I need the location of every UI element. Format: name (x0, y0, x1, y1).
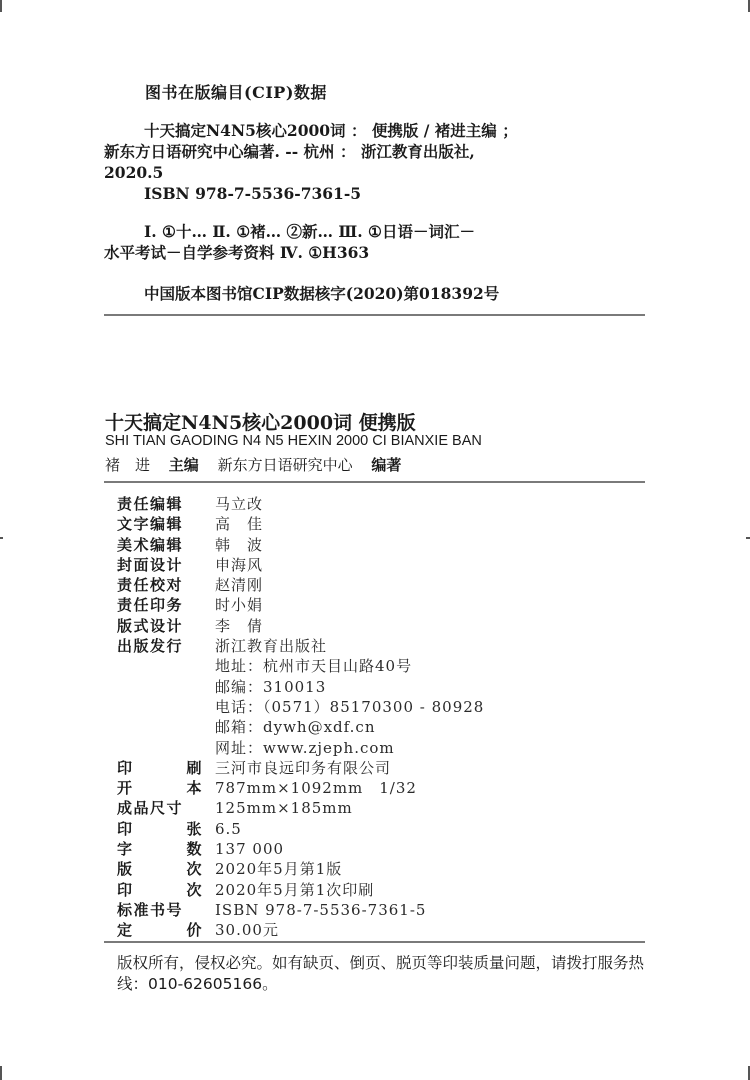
credit-value: 邮箱：dywh@xdf.cn (215, 718, 376, 737)
credit-value: 电话：（0571）85170300 - 80928 (215, 697, 485, 716)
credit-row (117, 859, 617, 879)
credit-value: 30.00元 (215, 921, 279, 940)
credit-label: 责任编辑 (117, 495, 184, 513)
copyright-notice: 版权所有，侵权必究。如有缺页、倒页、脱页等印装质量问题，请拨打服务热线：010-62605166。 (117, 954, 645, 993)
credit-value: 赵清刚 (215, 576, 264, 595)
divider-middle (104, 481, 645, 483)
credit-label (117, 738, 203, 758)
credit-label: 印 张 (117, 819, 203, 838)
cip-classification (104, 221, 644, 263)
divider-bottom (104, 941, 645, 943)
credit-value: 高 佳 (215, 515, 264, 534)
credit-row (117, 738, 617, 758)
cip-classification-line: 水平考试－自学参考资料 Ⅳ. ①H363 (104, 243, 370, 262)
compiler-name: 新东方日语研究中心 (217, 456, 353, 474)
credit-label: 责任印务 (117, 596, 184, 615)
credit-row (117, 880, 617, 900)
credit-value: ISBN 978-7-5536-7361-5 (215, 900, 427, 919)
divider-top (104, 314, 645, 316)
credit-row (117, 636, 617, 656)
credit-label (117, 717, 203, 737)
credit-label: 出版发行 (117, 637, 184, 656)
cip-heading (145, 80, 327, 103)
credit-label: 标准书号 (117, 900, 184, 919)
cip-heading-cip: (CIP) (244, 83, 294, 102)
crop-mark-top-left (0, 0, 2, 12)
credit-value: 137 000 (215, 840, 285, 859)
credit-label: 文字编辑 (117, 515, 184, 534)
credit-value: 三河市良远印务有限公司 (215, 758, 392, 777)
credit-row (117, 535, 617, 555)
credit-label: 开 本 (117, 779, 203, 798)
credit-label: 美术编辑 (117, 535, 184, 554)
credit-label (117, 677, 203, 697)
crop-mark-bottom-left (0, 1066, 2, 1080)
credit-label: 印 刷 (117, 758, 203, 777)
credit-row (117, 778, 617, 798)
crop-mark-mid-left (0, 537, 3, 539)
credit-value: 787mm×1092mm 1/32 (215, 779, 417, 798)
credit-row (117, 697, 617, 717)
credit-value: 申海风 (215, 555, 264, 574)
credit-row (117, 656, 617, 676)
cip-verification (104, 283, 644, 304)
editor-role: 主编 (168, 456, 199, 474)
compiler-role: 编著 (371, 456, 402, 474)
credit-value: 125mm×185mm (215, 799, 353, 818)
credit-value: 浙江教育出版社 (215, 637, 328, 656)
book-authors (105, 454, 415, 475)
cip-record-line: 2020.5 (104, 163, 164, 182)
credit-row (117, 514, 617, 534)
cip-record-line: 十天搞定N4N5核心2000词 ： 便携版 / 褚进主编 ； (144, 121, 518, 140)
credit-label: 印 次 (117, 880, 203, 899)
credit-label: 定 价 (117, 921, 203, 940)
credit-row (117, 575, 617, 595)
crop-mark-mid-right (746, 537, 750, 539)
credit-value: 李 倩 (215, 616, 264, 635)
credit-row (117, 839, 617, 859)
cip-classification-line: Ⅰ. ①十… Ⅱ. ①褚… ②新… Ⅲ. ①日语－词汇－ (144, 222, 475, 241)
credit-row (117, 717, 617, 737)
credit-label (117, 656, 203, 676)
credit-row (117, 920, 617, 940)
book-title-pinyin: SHI TIAN GAODING N4 N5 HEXIN 2000 CI BIANXIE BAN (105, 433, 482, 449)
credit-value: 2020年5月第1次印刷 (215, 880, 375, 899)
credit-row (117, 819, 617, 839)
credit-row (117, 758, 617, 778)
credit-value: 网址：www.zjeph.com (215, 738, 395, 757)
credit-value: 6.5 (215, 819, 242, 838)
credit-label: 字 数 (117, 840, 203, 859)
credit-label: 责任校对 (117, 576, 184, 595)
book-title: 十天搞定N4N5核心2000词 便携版 (105, 412, 416, 434)
credit-row (117, 900, 617, 920)
cip-record-line: 新东方日语研究中心编著. -- 杭州 ： 浙江教育出版社, (104, 142, 475, 161)
credit-label: 成品尺寸 (117, 799, 184, 818)
credit-row (117, 798, 617, 818)
cip-record-isbn: ISBN 978-7-5536-7361-5 (144, 184, 362, 203)
credit-row (117, 595, 617, 615)
credit-row (117, 616, 617, 636)
cip-heading-pre: 图书在版编目 (145, 83, 245, 102)
credit-value: 地址：杭州市天目山路40号 (215, 657, 413, 676)
credit-row (117, 677, 617, 697)
credit-value: 时小娟 (215, 596, 264, 615)
editor-name: 褚 进 (105, 456, 151, 474)
credit-label: 封面设计 (117, 555, 184, 574)
credit-label: 版 次 (117, 860, 203, 879)
credit-row (117, 494, 617, 514)
credit-label (117, 697, 203, 717)
credit-value: 邮编：310013 (215, 677, 327, 696)
cip-verification-number: 中国版本图书馆CIP数据核字(2020)第018392号 (144, 284, 500, 303)
credit-row (117, 555, 617, 575)
cip-record (104, 120, 644, 204)
cip-heading-post: 数据 (293, 83, 327, 102)
credit-value: 2020年5月第1版 (215, 860, 343, 879)
credit-value: 韩 波 (215, 535, 264, 554)
credits-table (117, 494, 617, 941)
credit-label: 版式设计 (117, 616, 184, 635)
credit-value: 马立改 (215, 495, 264, 513)
